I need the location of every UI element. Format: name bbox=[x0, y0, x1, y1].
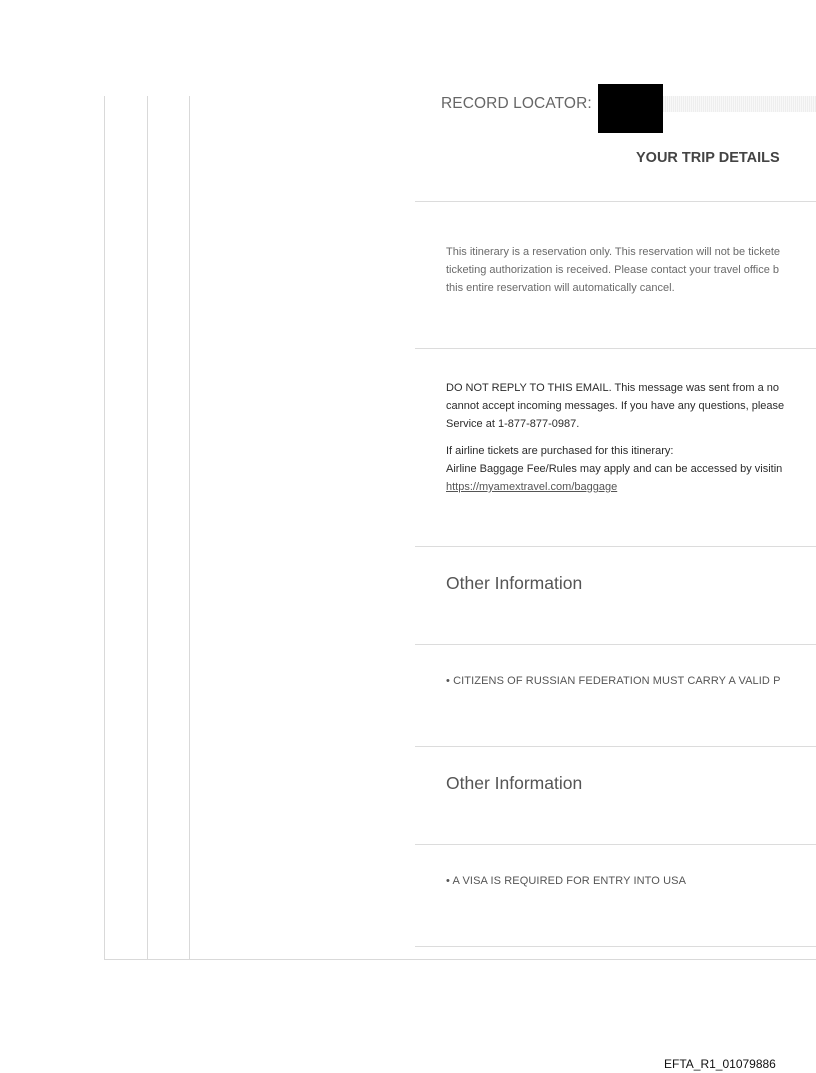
trip-details-title: YOUR TRIP DETAILS bbox=[636, 150, 780, 166]
other-information-heading: Other Information bbox=[446, 573, 583, 593]
reservation-notice bbox=[446, 243, 780, 297]
reservation-notice-line: this entire reservation will automatically cancel. bbox=[446, 282, 675, 294]
table-border-left bbox=[104, 96, 105, 959]
do-not-reply-line: cannot accept incoming messages. If you have any questions, please bbox=[446, 400, 785, 412]
section-divider bbox=[415, 644, 816, 645]
section-divider bbox=[415, 546, 816, 547]
section-divider bbox=[415, 946, 816, 947]
redaction-block bbox=[598, 84, 663, 133]
do-not-reply-line: DO NOT REPLY TO THIS EMAIL. This message was sent from a no bbox=[446, 382, 779, 394]
baggage-info bbox=[446, 442, 782, 496]
baggage-link[interactable]: https://myamextravel.com/baggage bbox=[446, 481, 618, 493]
do-not-reply-notice bbox=[446, 379, 784, 433]
reservation-notice-line: This itinerary is a reservation only. This reservation will not be tickete bbox=[446, 246, 781, 258]
other-information-item: • CITIZENS OF RUSSIAN FEDERATION MUST CARRY A VALID P bbox=[446, 675, 781, 687]
section-divider bbox=[415, 348, 816, 349]
reservation-notice-line: ticketing authorization is received. Please contact your travel office b bbox=[446, 264, 780, 276]
table-column-divider bbox=[147, 96, 148, 959]
section-divider bbox=[415, 201, 816, 202]
table-border-bottom bbox=[104, 959, 816, 960]
table-column-divider bbox=[189, 96, 190, 959]
record-locator-label: RECORD LOCATOR: bbox=[441, 95, 592, 112]
other-information-heading: Other Information bbox=[446, 773, 583, 793]
section-divider bbox=[415, 746, 816, 747]
document-id: EFTA_R1_01079886 bbox=[664, 1057, 776, 1071]
do-not-reply-line: Service at 1-877-877-0987. bbox=[446, 418, 580, 430]
record-locator-field bbox=[663, 96, 816, 112]
baggage-line: Airline Baggage Fee/Rules may apply and can be accessed by visitin bbox=[446, 463, 783, 475]
other-information-item: • A VISA IS REQUIRED FOR ENTRY INTO USA bbox=[446, 875, 687, 887]
baggage-line: If airline tickets are purchased for this itinerary: bbox=[446, 445, 674, 457]
section-divider bbox=[415, 844, 816, 845]
